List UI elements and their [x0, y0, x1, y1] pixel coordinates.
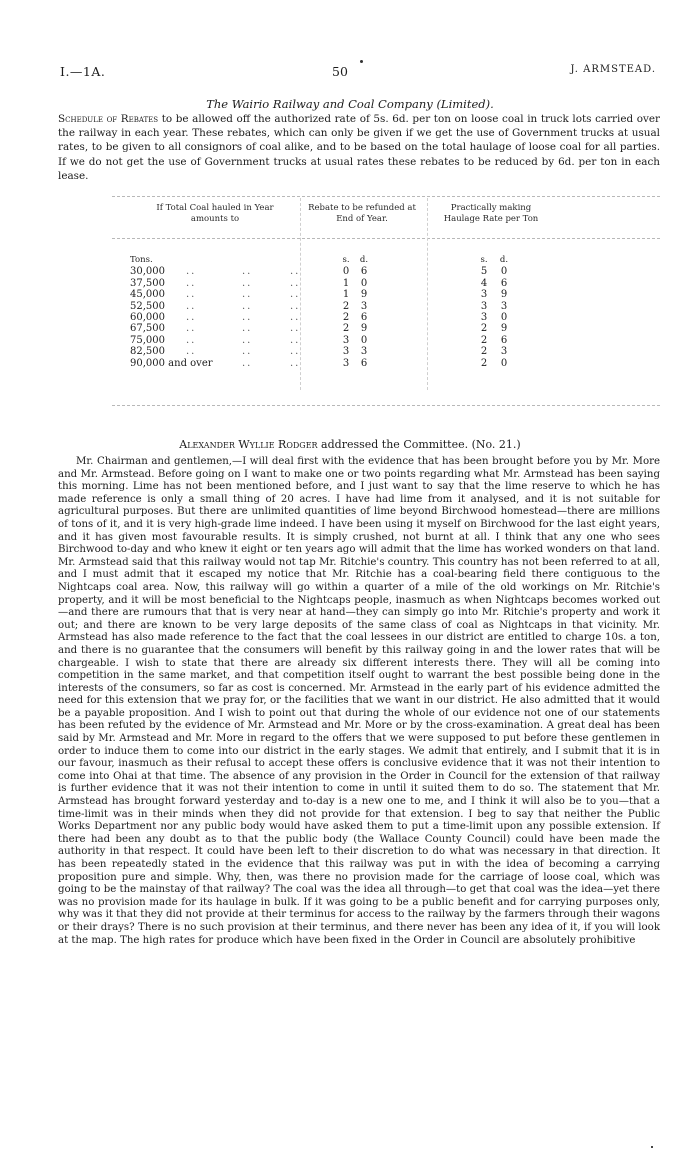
document-page: I.—1A. 50 J. ARMSTEAD. The Wairio Railway and Coal Company (Limited). Schedule of Rebates to be allowed off the authorized rate of 5s. 6d. per ton on loose coal in truck lots carried over the railway in each year. These rebates, which can only be given if we get the use of Government trucks at usual rates, to be given to all consignors of coal alike, and to be based on the total haulage of loose coal for all parties. If we do not get the use of Government trucks at usual rates these rebates to be reduced by 6d. per ton in each lease. If Total Coal hauled in Year amounts to Rebate to be refunded at End of Year. Practically making Haulage Rate per Ton Tons. s. d. s. d. 30,000 .. .. .. 0 6 5 0 37,500 .. .. .. 1 0 4 6 45,000 .. .. .. 1 9 3 9 52,500 .. .. .. 2 3 3 3 60,000 .. .. .. 2 6 3 0 67,500 .. .. .. 2 9 2 9 75,000 .. .. .. 3 0 2 6 82,500 .. .. .. 3 3 2 3 90,000 and over .. .. 3 6 2 0 Alexander Wyllie Rodger addressed the Committee. (No. 21.) Mr. Chairman and gentlemen,—I will deal first with the evidence that has been brought before you by Mr. More and Mr. Armstead. Before going on I want to make one or two points regarding what Mr. Armstead has been saying this morning. Lime has not been mentioned before, and I just want to say that the lime reserve to which he has made reference is only a small thing of 20 acres. I have had lime from it analysed, and it is not suitable for agricultural purposes. But there are unlimited quantities of lime beyond Birchwood homestead—there are millions of tons of it, and it is very high-grade lime indeed. I have been using it myself on Birchwood for the last eight years, and it has given most favourable results. It is simply crushed, not burnt at all. I think that any one who sees Birchwood to-day and who knew it eight or ten years ago will admit that the lime has worked wonders on that land. Mr. Armstead said that this railway would not tap Mr. Ritchie's country. This country has not been referred to at all, and I must admit that it escaped my notice that Mr. Ritchie has a coal-bearing field there contiguous to the Nightcaps coal area. Now, this railway will go within a quarter of a mile of the old workings on Mr. Ritchie's property, and it will be most beneficial to the Nightcaps people, inasmuch as when Nightcaps becomes worked out—and there are rumours that that is very near at hand—they can simply go into Mr. Ritchie's property and work it out; and there are known to be very large deposits of the same class of coal as Nightcaps in that vicinity. Mr. Armstead has also made reference to the fact that the coal lessees in our district are entitled to charge 10s. a ton, and there is no guarantee that the consumers will benefit by this railway going in and the lower rates that will be chargeable. I wish to state that there are already six different interests there. They will all be coming into competition in the same market, and that competition itself ought to warrant the best possible being done in the interests of the consumers, so far as cost is concerned. Mr. Armstead in the early part of his evidence admitted the need for this extension that we pray for, or the facilities that we want in our district. He also admitted that it would be a payable proposition. And I wish to point out that during the whole of our evidence not one of our statements has been refuted by the evidence of Mr. Armstead and Mr. More or by the cross-examination. A great deal has been said by Mr. Armstead and Mr. More in regard to the offers that we were supposed to put before these gentlemen in order to induce them to come into our district in the early stages. We admit that entirely, and I submit that it is in our favour, inasmuch as their refusal to accept these offers is conclusive evidence that it was not their intention to come into Ohai at that time. The absence of any provision in the Order in Council for the extension of that railway is further evidence that it was not their intention to come in until it suited them to do so. The statement that Mr. Armstead has brought forward yesterday and to-day is a new one to me, and I think it will also be to you—that a time-limit was in their minds when they did not provide for that extension. I beg to say that neither the Public Works Department nor any public body would have asked them to put a time-limit upon any possible extension. If there had been any doubt as to that the public body (the Wallace County Council) could have been made the authority in that respect. It could have been left to their discretion to do what was necessary in that direction. It has been repeatedly stated in the evidence that this railway was put in with the idea of becoming a carrying proposition pure and simple. Why, then, was there no provision made for the carriage of loose coal, which was going to be the mainstay of that railway? The coal was the idea all through—to get that coal was the idea—yet there was no provision made for its haulage in bulk. If it was going to be a public benefit and for carrying purposes only, why was it that they did not provide at their terminus for access to the railway by the farmers through their wagons or their drays? There is no such provision at their terminus, and there never has been any idea of it, if you will look at the map. The high rates for produce which have been fixed in the Order in Council are absolutely prohibitive	[0, 0, 700, 1167]
rate-shillings: 2	[480, 357, 488, 369]
rate-pence: 6	[500, 277, 508, 289]
rebate-pence: 3	[360, 300, 368, 312]
rate-shillings: 2	[480, 323, 488, 335]
rebate-shillings: 0	[342, 266, 350, 278]
rebate-shillings: 3	[342, 346, 350, 358]
column-header-tons: If Total Coal hauled in Year amounts to	[156, 203, 274, 224]
rebate-pence: 6	[360, 311, 368, 323]
tons-value: 30,000	[130, 266, 165, 278]
print-mark	[360, 60, 363, 63]
rebate-shillings: 2	[342, 311, 350, 323]
schedule-lead: Schedule of Rebates	[58, 113, 159, 125]
evidence-paragraph: Mr. Chairman and gentlemen,—I will deal first with the evidence that has been brought before you by Mr. More and Mr. Armstead. Before going on I want to make one or two points regarding what Mr. Armstead has been saying this morning. Lime has not been mentioned before, and I just want to say that the lime reserve to which he has made reference is only a small thing of 20 acres. I have had lime from it analysed, and it is not suitable for agricultural purposes. But there are unlimited quantities of lime beyond Birchwood homestead—there are millions of tons of it, and it is very high-grade lime indeed. I have been using it myself on Birchwood for the last eight years, and it has given most favourable results. It is simply crushed, not burnt at all. I think that any one who sees Birchwood to-day and who knew it eight or ten years ago will admit that the lime has worked wonders on that land. Mr. Armstead said that this railway would not tap Mr. Ritchie's country. This country has not been referred to at all, and I must admit that it escaped my notice that Mr. Ritchie has a coal-bearing field there contiguous to the Nightcaps coal area. Now, this railway will go within a quarter of a mile of the old workings on Mr. Ritchie's property, and it will be most beneficial to the Nightcaps people, inasmuch as when Nightcaps becomes worked out—and there are rumours that that is very near at hand—they can simply go into Mr. Ritchie's property and work it out; and there are known to be very large deposits of the same class of coal as Nightcaps in that vicinity. Mr. Armstead has also made reference to the fact that the coal lessees in our district are entitled to charge 10s. a ton, and there is no guarantee that the consumers will benefit by this railway going in and the lower rates that will be chargeable. I wish to state that there are already six different interests there. They will all be coming into competition in the same market, and that competition itself ought to warrant the best possible being done in the interests of the consumers, so far as cost is concerned. Mr. Armstead in the early part of his evidence admitted the need for this extension that we pray for, or the facilities that we want in our district. He also admitted that it would be a payable proposition. And I wish to point out that during the whole of our evidence not one of our statements has been refuted by the evidence of Mr. Armstead and Mr. More or by the cross-examination. A great deal has been said by Mr. Armstead and Mr. More in regard to the offers that we were supposed to put before these gentlemen in order to induce them to come into our district in the early stages. We admit that entirely, and I submit that it is in our favour, inasmuch as their refusal to accept these offers is conclusive evidence that it was not their intention to come into Ohai at that time. The absence of any provision in the Order in Council for the extension of that railway is further evidence that it was not their intention to come in until it suited them to do so. The statement that Mr. Armstead has brought forward yesterday and to-day is a new one to me, and I think it will also be to you—that a time-limit was in their minds when they did not provide for that extension. I beg to say that neither the Public Works Department nor any public body would have asked them to put a time-limit upon any possible extension. If there had been any doubt as to that the public body (the Wallace County Council) could have been made the authority in that respect. It could have been left to their discretion to do what was necessary in that direction. It has been repeatedly stated in the evidence that this railway was put in with the idea of becoming a carrying proposition pure and simple. Why, then, was there no provision made for the carriage of loose coal, which was going to be the mainstay of that railway? The coal was the idea all through—to get that coal was the idea—yet there was no provision made for its haulage in bulk. If it was going to be a public benefit and for carrying purposes only, why was it that they did not provide at their terminus for access to the railway by the farmers through their wagons or their drays? There is no such provision at their terminus, and there never has been any idea of it, if you will look at the map. The high rates for produce which have been fixed in the Order in Council are absolutely prohibitive	[58, 456, 660, 946]
rebate-shillings: 3	[342, 357, 350, 369]
rebate-pence: 9	[360, 323, 368, 335]
rate-pence: 9	[500, 289, 508, 301]
unit-shillings: s.	[480, 255, 488, 265]
rate-shillings: 3	[480, 289, 488, 301]
unit-pence: d.	[499, 255, 509, 265]
schedule-title: The Wairio Railway and Coal Company (Limited).	[206, 97, 494, 111]
paper-reference: I.—1A.	[60, 64, 106, 79]
print-mark	[651, 1146, 653, 1148]
tons-value: 37,500	[130, 277, 165, 289]
tons-value: 82,500	[130, 346, 165, 358]
rate-pence: 3	[500, 300, 508, 312]
unit-tons: Tons.	[130, 255, 153, 265]
speaker-name: Alexander Wyllie Rodger	[179, 438, 318, 451]
rate-shillings: 4	[480, 277, 488, 289]
rebate-pence: 6	[360, 357, 368, 369]
rebate-pence: 3	[360, 346, 368, 358]
schedule-text: to be allowed off the authorized rate of 5s. 6d. per ton on loose coal in truck lots carried over the railway in each year. These rebates, which can only be given if we get the use of Government trucks at usual rates, to be given to all consignors of coal alike, and to be based on the total haulage of loose coal for all parties. If we do not get the use of Government trucks at usual rates these rebates to be reduced by 6d. per ton in each lease.	[58, 113, 660, 182]
unit-shillings: s.	[342, 255, 350, 265]
rebate-shillings: 2	[342, 300, 350, 312]
rate-shillings: 3	[480, 311, 488, 323]
table-bottom-rule	[112, 405, 660, 406]
tons-value: 45,000	[130, 289, 165, 301]
tons-value: 90,000 and over	[130, 357, 213, 369]
rate-pence: 6	[500, 334, 508, 346]
column-header-haulage-rate: Practically making Haulage Rate per Ton	[443, 203, 539, 224]
tons-value: 75,000	[130, 334, 165, 346]
rate-pence: 0	[500, 311, 508, 323]
rebate-shillings: 2	[342, 323, 350, 335]
rate-pence: 0	[500, 357, 508, 369]
rate-pence: 0	[500, 266, 508, 278]
rate-shillings: 5	[480, 266, 488, 278]
column-divider	[427, 198, 428, 390]
rate-shillings: 2	[480, 346, 488, 358]
rebate-shillings: 1	[342, 277, 350, 289]
rebate-pence: 6	[360, 266, 368, 278]
tons-value: 52,500	[130, 300, 165, 312]
rebate-pence: 0	[360, 277, 368, 289]
unit-pence: d.	[359, 255, 369, 265]
table-header-rule	[112, 238, 660, 239]
rate-shillings: 3	[480, 300, 488, 312]
rebate-pence: 9	[360, 289, 368, 301]
rate-shillings: 2	[480, 334, 488, 346]
tons-value: 67,500	[130, 323, 165, 335]
table-top-rule	[112, 196, 660, 197]
rebate-pence: 0	[360, 334, 368, 346]
witness-name-header: J. ARMSTEAD.	[570, 64, 656, 75]
page-number: 50	[332, 64, 348, 79]
rate-pence: 9	[500, 323, 508, 335]
rebate-shillings: 1	[342, 289, 350, 301]
evidence-body	[58, 456, 660, 947]
tons-value: 60,000	[130, 311, 165, 323]
rebate-shillings: 3	[342, 334, 350, 346]
rate-pence: 3	[500, 346, 508, 358]
schedule-description	[58, 112, 660, 183]
column-header-rebate: Rebate to be refunded at End of Year.	[308, 203, 416, 224]
page-header	[60, 64, 656, 80]
speaker-heading	[0, 438, 700, 451]
speaker-action: addressed the Committee. (No. 21.)	[317, 438, 521, 451]
